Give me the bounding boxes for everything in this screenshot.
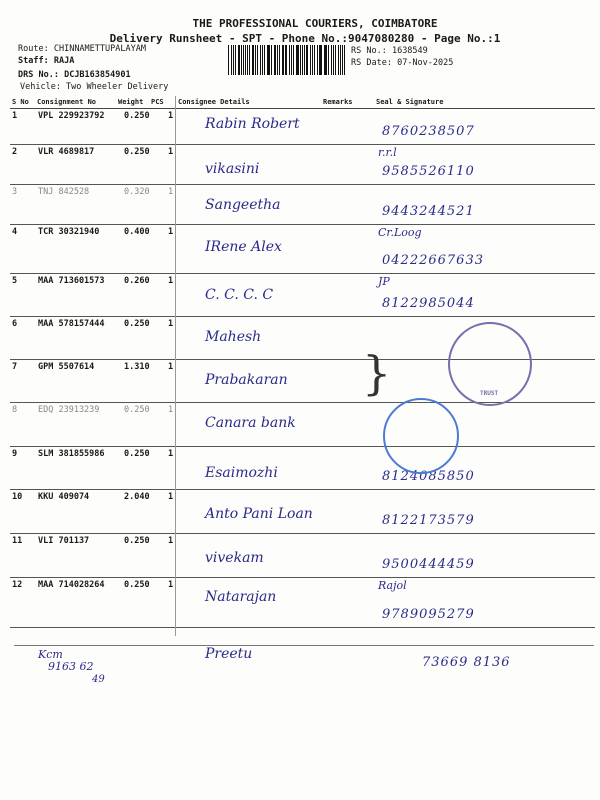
barcode-bar [312,45,313,75]
pcs: 1 [168,187,174,197]
consignment-no: TNJ 842528 [38,187,90,197]
barcode-bar [228,45,229,75]
barcode-bar [296,45,297,75]
runsheet-title: Delivery Runsheet - SPT - Phone No.:9047080280 - Page No.:1 [109,32,501,45]
barcode-bar [285,45,287,75]
barcode-bar [233,45,234,75]
weight: 0.250 [124,536,150,546]
pcs: 1 [168,449,174,459]
table-row [10,184,595,225]
barcode-bar [252,45,254,75]
drs-line: DRS No.: DCJB163854901 [18,70,131,80]
barcode-bar [282,45,283,75]
row-sno: 7 [12,362,18,372]
pcs: 1 [168,227,174,237]
barcode-bar [297,45,298,75]
weight: 0.250 [124,405,150,415]
row-sno: 11 [12,536,23,546]
weight: 0.250 [124,580,150,590]
pcs: 1 [168,362,174,372]
signature-text: Cr.Loog [378,226,422,239]
weight: 0.250 [124,449,150,459]
barcode-bar [328,45,329,75]
bank-seal-stamp [383,398,459,474]
weight: 0.250 [124,111,150,121]
consignment-no: GPM 5507614 [38,362,95,372]
barcode-bar [257,45,258,75]
consignment-no: VPL 229923792 [38,111,105,121]
barcode-bar [302,45,303,75]
consignee-name: Esaimozhi [205,465,278,481]
consignee-phone: 9585526110 [382,164,475,179]
consignee-phone: 8122985044 [382,296,475,311]
signature-text: Rajol [378,579,407,592]
barcode-bar [340,45,341,75]
seal-stamp: TRUST [448,322,532,406]
table-row [10,446,595,490]
consignee-phone: 8122173579 [382,513,475,528]
barcode-bar [245,45,246,75]
barcode-bar [293,45,294,75]
consignee-name: Rabin Robert [205,116,300,132]
barcode [228,45,346,75]
rs-date-value: 07-Nov-2025 [397,58,454,68]
row-sno: 4 [12,227,18,237]
col-consignment: Consignment No [37,98,97,106]
row-sno: 8 [12,405,18,415]
consignee-phone: 9789095279 [382,607,475,622]
consignee-phone: 8124085850 [382,469,475,484]
row-sno: 1 [12,111,18,121]
consignee-name: IRene Alex [205,239,282,255]
company-title: THE PROFESSIONAL COURIERS, COIMBATORE [192,17,438,30]
barcode-bar [344,45,345,75]
barcode-bar [325,45,327,75]
table-row [10,533,595,578]
barcode-bar [338,45,339,75]
barcode-bar [238,45,240,75]
weight: 0.260 [124,276,150,286]
vehicle-line: Vehicle: Two Wheeler Delivery [20,82,169,92]
row-sno: 6 [12,319,18,329]
barcode-bar [314,45,315,75]
barcode-bar [277,45,278,75]
row-sno: 5 [12,276,18,286]
barcode-bar [268,45,270,75]
barcode-bar [260,45,261,75]
rs-no-line: RS No.: 1638549 [351,46,428,56]
pcs: 1 [168,147,174,157]
col-sno: S No [12,98,29,106]
col-seal: Seal & Signature [376,98,444,106]
row-sno: 10 [12,492,23,502]
table-row [10,224,595,274]
barcode-bar [235,45,236,75]
weight: 2.040 [124,492,150,502]
signature-text: r.r.l [378,146,397,159]
weight: 0.320 [124,187,150,197]
consignee-name: Mahesh [205,329,262,345]
table-row [10,402,595,447]
barcode-bar [333,45,334,75]
consignment-no: MAA 578157444 [38,319,105,329]
col-consignee: Consignee Details [178,98,250,106]
pcs: 1 [168,580,174,590]
footer-note-number-2: 49 [92,674,105,685]
signature-text: JP [378,275,390,288]
barcode-bar [243,45,244,75]
barcode-bar [271,45,272,75]
consignee-name: Canara bank [205,415,296,431]
barcode-bar [331,45,332,75]
footer-phone: 73669 8136 [422,655,511,670]
row-sno: 3 [12,187,18,197]
weight: 0.250 [124,319,150,329]
consignment-no: EDQ 23913239 [38,405,100,415]
barcode-bar [247,45,248,75]
barcode-bar [306,45,308,75]
barcode-bar [289,45,290,75]
consignment-no: MAA 714028264 [38,580,105,590]
consignment-no: VLR 4689817 [38,147,95,157]
table-row [10,577,595,628]
consignment-no: SLM 381855986 [38,449,105,459]
consignee-name: vivekam [205,550,264,566]
barcode-bar [291,45,292,75]
footer-divider [14,645,594,646]
pcs: 1 [168,276,174,286]
consignment-no: TCR 30321940 [38,227,100,237]
consignment-no: KKU 409074 [38,492,90,502]
barcode-bar [317,45,318,75]
barcode-bar [274,45,275,75]
col-remarks: Remarks [323,98,353,106]
consignee-phone: 9500444459 [382,557,475,572]
row-sno: 9 [12,449,18,459]
barcode-bar [335,45,336,75]
barcode-bar [283,45,284,75]
consignee-phone: 04222667633 [382,253,484,268]
footer-consignee: Preetu [205,646,253,662]
column-divider [175,96,176,636]
bracket-mark: } [362,346,392,400]
consignment-no: VLI 701137 [38,536,90,546]
barcode-bar [310,45,311,75]
pcs: 1 [168,492,174,502]
barcode-bar [304,45,305,75]
pcs: 1 [168,319,174,329]
col-weight: Weight [118,98,144,106]
pcs: 1 [168,536,174,546]
table-row [10,489,595,534]
row-sno: 12 [12,580,23,590]
weight: 1.310 [124,362,150,372]
pcs: 1 [168,111,174,121]
col-pcs: PCS [151,98,164,106]
barcode-bar [342,45,343,75]
consignee-name: Prabakaran [205,372,288,388]
pcs: 1 [168,405,174,415]
consignment-no: MAA 713601573 [38,276,105,286]
barcode-bar [324,45,325,75]
barcode-bar [255,45,256,75]
barcode-bar [279,45,280,75]
barcode-bar [320,45,321,75]
drs-value: DCJB163854901 [64,70,131,80]
staff-value: RAJA [53,56,75,66]
consignee-phone: 9443244521 [382,204,475,219]
footer-note: Kcm [38,648,63,661]
weight: 0.250 [124,147,150,157]
row-sno: 2 [12,147,18,157]
route-line: Route: CHINNAMETTUPALAYAM [18,44,146,54]
barcode-bar [262,45,263,75]
consignee-name: Sangeetha [205,197,281,213]
consignee-name: vikasini [205,161,260,177]
barcode-bar [241,45,242,75]
barcode-bar [319,45,320,75]
barcode-bar [264,45,265,75]
rs-no-value: 1638549 [391,46,428,56]
rs-date-line: RS Date: 07-Nov-2025 [351,58,454,68]
weight: 0.400 [124,227,150,237]
consignee-name: Anto Pani Loan [205,506,313,522]
barcode-bar [249,45,250,75]
table-row [10,108,595,145]
barcode-bar [267,45,268,75]
table-row [10,273,595,317]
route-value: CHINNAMETTUPALAYAM [53,44,146,54]
footer-note-number: 9163 62 [48,660,94,673]
consignee-name: Natarajan [205,589,277,605]
staff-line: Staff: RAJA [18,56,75,66]
consignee-phone: 8760238507 [382,124,475,139]
table-row [10,144,595,185]
barcode-bar [231,45,232,75]
consignee-name: C. C. C. C [205,287,274,303]
barcode-bar [300,45,301,75]
